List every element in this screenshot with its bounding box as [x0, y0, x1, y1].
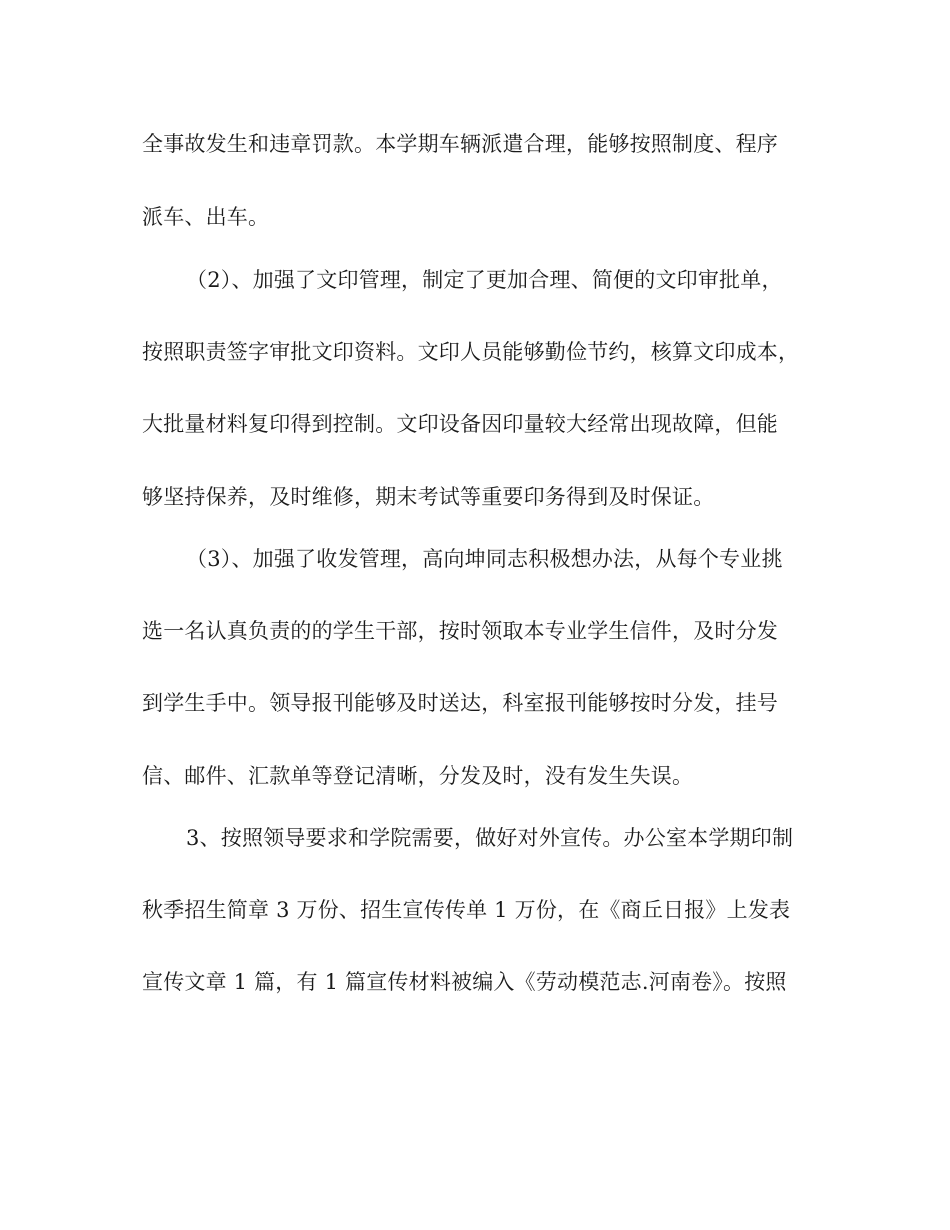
- text-line: 大批量材料复印得到控制。文印设备因印量较大经常出现故障，但能: [142, 412, 778, 436]
- paragraph-start-line: （2）、加强了文印管理，制定了更加合理、简便的文印审批单，: [186, 268, 783, 292]
- text-line: 够坚持保养，及时维修，期末考试等重要印务得到及时保证。: [142, 485, 715, 509]
- text-line: 到学生手中。领导报刊能够及时送达，科室报刊能够按时分发，挂号: [142, 691, 778, 715]
- paragraph-start-line: 3、按照领导要求和学院需要，做好对外宣传。办公室本学期印制: [186, 826, 794, 850]
- text-line: 信、邮件、汇款单等登记清晰，分发及时，没有发生失误。: [142, 764, 694, 788]
- text-line: 宣传文章 1 篇，有 1 篇宣传材料被编入《劳动模范志.河南卷》。按照: [142, 970, 787, 994]
- text-line: 选一名认真负责的的学生干部，按时领取本专业学生信件，及时分发: [142, 619, 778, 643]
- text-line: 按照职责签字审批文印资料。文印人员能够勤俭节约，核算文印成本，: [142, 340, 800, 364]
- paragraph-start-line: （3）、加强了收发管理，高向坤同志积极想办法，从每个专业挑: [186, 547, 783, 571]
- text-line: 派车、出车。: [142, 205, 270, 229]
- text-line: 秋季招生简章 3 万份、招生宣传传单 1 万份，在《商丘日报》上发表: [142, 898, 791, 922]
- text-line: 全事故发生和违章罚款。本学期车辆派遣合理，能够按照制度、程序: [142, 132, 778, 156]
